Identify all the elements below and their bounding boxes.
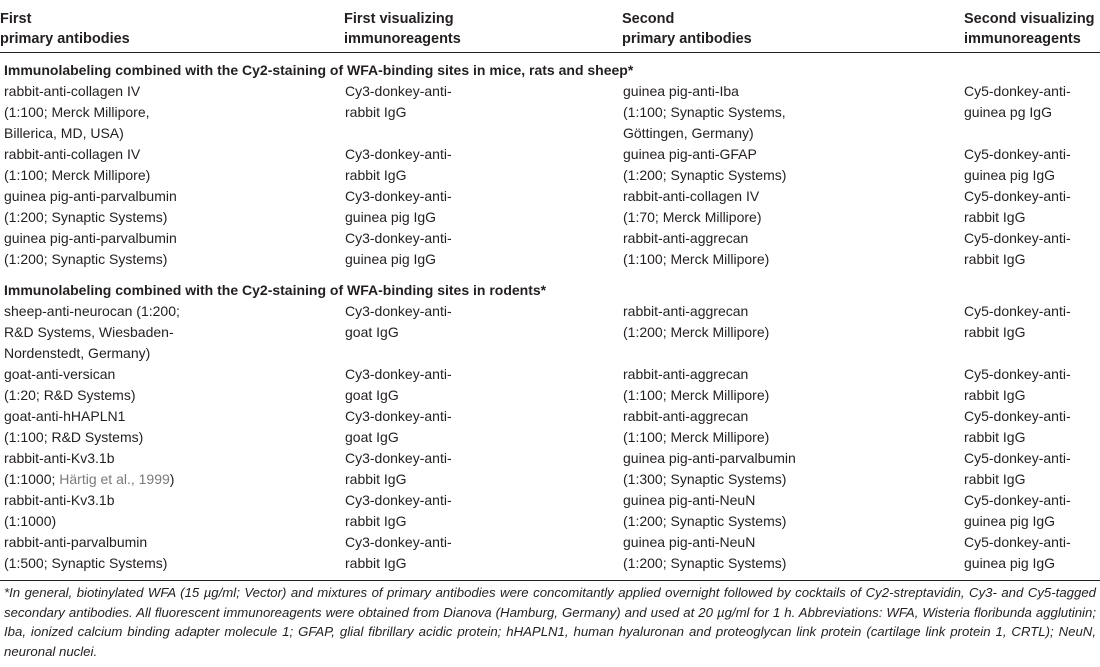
- cell-line: rabbit-anti-aggrecan: [623, 408, 749, 424]
- header-second-primary: [622, 9, 752, 49]
- first-primary-cell: [4, 144, 150, 186]
- cell-line: goat-anti-hHAPLN1: [4, 408, 126, 424]
- cell-line: (1:100; Merck Millipore): [623, 429, 770, 445]
- cell-line: (1:100; Synaptic Systems,: [623, 104, 786, 120]
- cell-line: rabbit-anti-aggrecan: [623, 303, 749, 319]
- cell-line: (1:200; Synaptic Systems): [4, 209, 168, 225]
- header-line: Second: [622, 11, 675, 27]
- first-visualizing-cell: [345, 228, 452, 270]
- cell-line: guinea pig-anti-NeuN: [623, 534, 756, 550]
- cell-line: rabbit IgG: [345, 471, 407, 487]
- cell-line: goat-anti-versican: [4, 366, 116, 382]
- second-visualizing-cell: [964, 364, 1071, 406]
- cell-line: Göttingen, Germany): [623, 125, 754, 141]
- cell-line: guinea pig-anti-parvalbumin: [4, 230, 177, 246]
- header-first-primary: [0, 9, 130, 49]
- cell-line: rabbit-anti-Kv3.1b: [4, 492, 115, 508]
- cell-line: (1:20; R&D Systems): [4, 387, 136, 403]
- cell-line: goat IgG: [345, 387, 399, 403]
- header-line: First visualizing: [344, 11, 454, 27]
- cell-line: (1:100; Merck Millipore): [623, 251, 770, 267]
- header-line: Second visualizing: [964, 11, 1095, 27]
- cell-line: Cy5-donkey-anti-: [964, 408, 1071, 424]
- cell-line: rabbit IgG: [964, 209, 1026, 225]
- second-primary-cell: [623, 448, 796, 490]
- cell-line: rabbit IgG: [345, 555, 407, 571]
- cell-line: Nordenstedt, Germany): [4, 345, 151, 361]
- cell-line: rabbit IgG: [964, 251, 1026, 267]
- cell-line: Cy3-donkey-anti-: [345, 188, 452, 204]
- second-primary-cell: [623, 186, 761, 228]
- first-visualizing-cell: [345, 532, 452, 574]
- second-visualizing-cell: [964, 81, 1071, 123]
- second-visualizing-cell: [964, 228, 1071, 270]
- cell-line: guinea pg IgG: [964, 104, 1052, 120]
- first-primary-cell: [4, 364, 135, 406]
- cell-line: rabbit-anti-collagen IV: [4, 146, 141, 162]
- table-row: [0, 490, 1100, 532]
- second-visualizing-cell: [964, 186, 1071, 228]
- cell-line: guinea pig-anti-parvalbumin: [4, 188, 177, 204]
- footnote-divider: [0, 580, 1100, 581]
- cell-line: Cy5-donkey-anti-: [964, 83, 1071, 99]
- cell-line: guinea pig IgG: [345, 209, 437, 225]
- cell-line: rabbit IgG: [964, 471, 1026, 487]
- second-visualizing-cell: [964, 532, 1071, 574]
- cell-line: (1:200; Synaptic Systems): [623, 167, 787, 183]
- cell-line: (1:200; Synaptic Systems): [4, 251, 168, 267]
- cell-line: rabbit-anti-aggrecan: [623, 366, 749, 382]
- cell-line: Cy5-donkey-anti-: [964, 534, 1071, 550]
- first-primary-cell: [4, 81, 150, 144]
- second-primary-cell: [623, 228, 769, 270]
- first-primary-cell: [4, 186, 177, 228]
- table-row: [0, 228, 1100, 270]
- cell-line: guinea pig-anti-GFAP: [623, 146, 757, 162]
- second-primary-cell: [623, 81, 786, 144]
- cell-line: Cy3-donkey-anti-: [345, 450, 452, 466]
- second-primary-cell: [623, 532, 786, 574]
- table-row: [0, 144, 1100, 186]
- header-line: immunoreagents: [964, 31, 1081, 47]
- cell-line: rabbit IgG: [345, 167, 407, 183]
- cell-line: R&D Systems, Wiesbaden-: [4, 324, 174, 340]
- cell-line: (1:100; R&D Systems): [4, 429, 144, 445]
- table-header: [0, 0, 1100, 53]
- header-second-visualizing: [964, 9, 1095, 49]
- first-primary-cell: [4, 228, 177, 270]
- second-visualizing-cell: [964, 144, 1071, 186]
- cell-line: goat IgG: [345, 429, 399, 445]
- table-row: [0, 301, 1100, 364]
- second-primary-cell: [623, 406, 769, 448]
- cell-line: (1:100; Merck Millipore,: [4, 104, 150, 120]
- table-row: [0, 81, 1100, 144]
- cell-line: guinea pig-anti-Iba: [623, 83, 739, 99]
- first-visualizing-cell: [345, 81, 452, 123]
- cell-line: (1:1000; Härtig et al., 1999): [4, 471, 175, 487]
- cell-line: sheep-anti-neurocan (1:200;: [4, 303, 180, 319]
- cell-line: rabbit-anti-aggrecan: [623, 230, 749, 246]
- header-line: immunoreagents: [344, 31, 461, 47]
- cell-line: Cy5-donkey-anti-: [964, 492, 1071, 508]
- cell-line: guinea pig-anti-NeuN: [623, 492, 756, 508]
- table-row: [0, 532, 1100, 574]
- cell-line: rabbit-anti-Kv3.1b: [4, 450, 115, 466]
- first-visualizing-cell: [345, 301, 452, 343]
- table-row: [0, 186, 1100, 228]
- cell-line: Cy3-donkey-anti-: [345, 146, 452, 162]
- cell-line: (1:70; Merck Millipore): [623, 209, 762, 225]
- cell-line: rabbit-anti-parvalbumin: [4, 534, 148, 550]
- cell-line: (1:500; Synaptic Systems): [4, 555, 168, 571]
- cell-line: Cy3-donkey-anti-: [345, 83, 452, 99]
- first-visualizing-cell: [345, 186, 452, 228]
- second-visualizing-cell: [964, 406, 1071, 448]
- second-visualizing-cell: [964, 301, 1071, 343]
- cell-line: Cy3-donkey-anti-: [345, 492, 452, 508]
- first-visualizing-cell: [345, 406, 452, 448]
- cell-line: guinea pig IgG: [964, 513, 1056, 529]
- cell-line: (1:100; Merck Millipore): [4, 167, 151, 183]
- cell-line: guinea pig-anti-parvalbumin: [623, 450, 796, 466]
- table-body: [0, 53, 1100, 574]
- cell-line: rabbit IgG: [345, 104, 407, 120]
- first-primary-cell: [4, 448, 174, 490]
- cell-line: Cy3-donkey-anti-: [345, 408, 452, 424]
- table-row: [0, 448, 1100, 490]
- cell-line: Cy3-donkey-anti-: [345, 534, 452, 550]
- cell-line: (1:200; Synaptic Systems): [623, 513, 787, 529]
- first-primary-cell: [4, 406, 143, 448]
- cell-line: guinea pig IgG: [964, 167, 1056, 183]
- second-primary-cell: [623, 301, 769, 343]
- cell-line: rabbit IgG: [964, 429, 1026, 445]
- cell-line: (1:100; Merck Millipore): [623, 387, 770, 403]
- cell-line: Cy3-donkey-anti-: [345, 303, 452, 319]
- table-footnote: *In general, biotinylated WFA (15 µg/ml; Vector) and mixtures of primary antibodies were concomitantly applied overnight followed by cocktails of Cy2-streptavidin, Cy3- and Cy5-tagged secondary antibodies. All fluorescent immunoreagents were obtained from Dianova (Hamburg, Germany) and used at 20 µg/ml for 1 h. Abbreviations: WFA, Wisteria floribunda agglutinin; Iba, ionized calcium binding adapter molecule 1; GFAP, glial fibrillary acidic protein; hHAPLN1, human hyaluronan and proteoglycan link protein (cartilage link protein 1, CRTL); NeuN, neuronal nuclei.: [4, 585, 1096, 659]
- header-line: First: [0, 11, 32, 27]
- header-first-visualizing: [344, 9, 461, 49]
- section-title: Immunolabeling combined with the Cy2-staining of WFA-binding sites in rodents*: [4, 282, 547, 298]
- cell-line: Cy5-donkey-anti-: [964, 230, 1071, 246]
- first-visualizing-cell: [345, 448, 452, 490]
- first-visualizing-cell: [345, 364, 452, 406]
- cell-line: (1:200; Merck Millipore): [623, 324, 770, 340]
- cell-line: guinea pig IgG: [345, 251, 437, 267]
- cell-line: (1:1000): [4, 513, 57, 529]
- header-line: primary antibodies: [0, 31, 130, 47]
- cell-line: Cy5-donkey-anti-: [964, 366, 1071, 382]
- header-line: primary antibodies: [622, 31, 752, 47]
- section-title: Immunolabeling combined with the Cy2-staining of WFA-binding sites in mice, rats and sheep*: [4, 62, 634, 78]
- cell-line: rabbit IgG: [964, 324, 1026, 340]
- cell-line: Cy5-donkey-anti-: [964, 146, 1071, 162]
- cell-line: rabbit-anti-collagen IV: [623, 188, 760, 204]
- first-visualizing-cell: [345, 144, 452, 186]
- cell-line: Cy3-donkey-anti-: [345, 230, 452, 246]
- cell-line: rabbit-anti-collagen IV: [4, 83, 141, 99]
- cell-line: Cy5-donkey-anti-: [964, 188, 1071, 204]
- cell-line: Cy5-donkey-anti-: [964, 450, 1071, 466]
- cell-line: goat IgG: [345, 324, 399, 340]
- citation-link[interactable]: Härtig et al., 1999: [59, 471, 170, 487]
- first-primary-cell: [4, 532, 167, 574]
- second-visualizing-cell: [964, 490, 1071, 532]
- cell-line: (1:200; Synaptic Systems): [623, 555, 787, 571]
- second-visualizing-cell: [964, 448, 1071, 490]
- first-visualizing-cell: [345, 490, 452, 532]
- cell-line: rabbit IgG: [345, 513, 407, 529]
- second-primary-cell: [623, 364, 769, 406]
- first-primary-cell: [4, 301, 180, 364]
- cell-line: Cy3-donkey-anti-: [345, 366, 452, 382]
- cell-line: (1:300; Synaptic Systems): [623, 471, 787, 487]
- cell-line: Billerica, MD, USA): [4, 125, 124, 141]
- second-primary-cell: [623, 490, 786, 532]
- cell-line: rabbit IgG: [964, 387, 1026, 403]
- table-row: [0, 364, 1100, 406]
- cell-line: guinea pig IgG: [964, 555, 1056, 571]
- second-primary-cell: [623, 144, 786, 186]
- table-row: [0, 406, 1100, 448]
- first-primary-cell: [4, 490, 115, 532]
- cell-line: Cy5-donkey-anti-: [964, 303, 1071, 319]
